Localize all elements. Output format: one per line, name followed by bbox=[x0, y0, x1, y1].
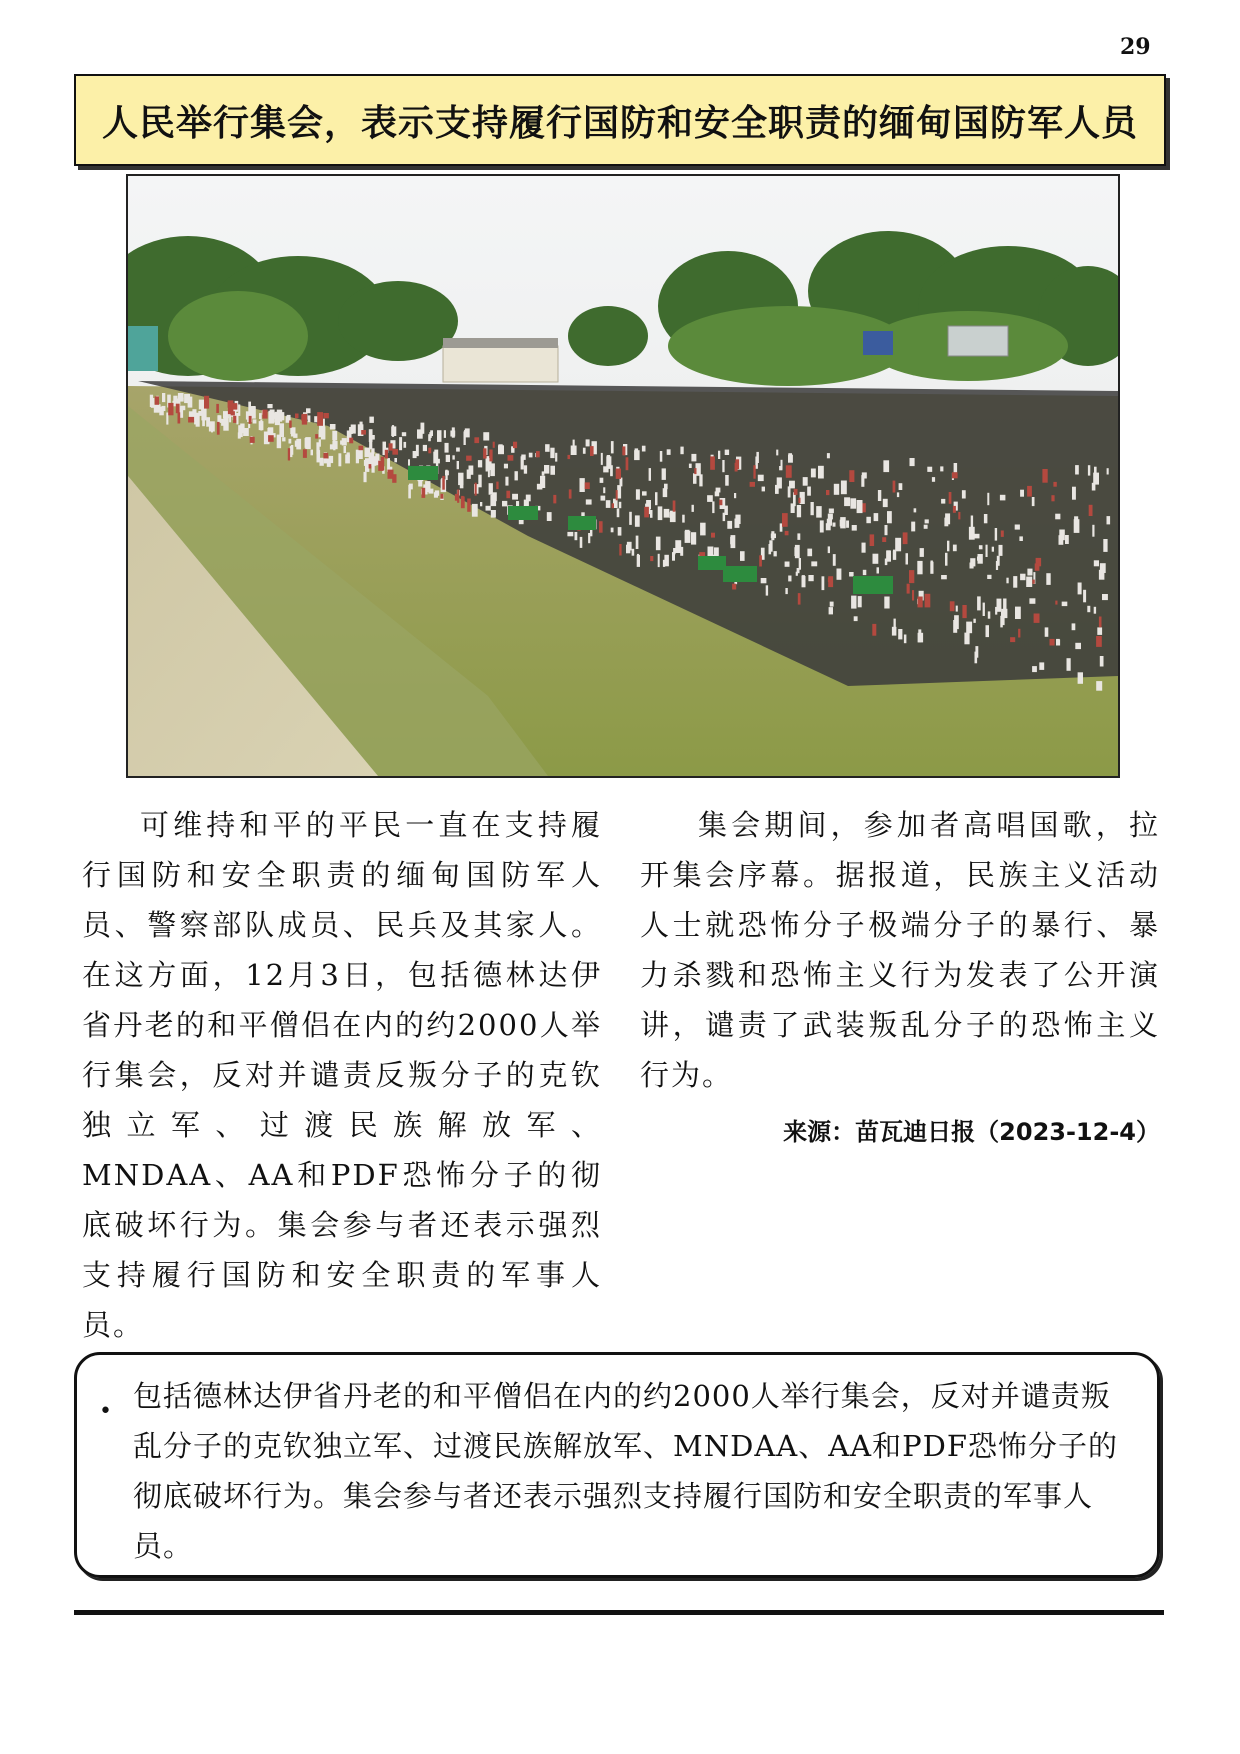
footer-rule bbox=[74, 1610, 1164, 1615]
page-title: 人民举行集会，表示支持履行国防和安全职责的缅甸国防军人员 bbox=[74, 74, 1166, 166]
page-number: 29 bbox=[1120, 34, 1151, 60]
article-left-paragraph: 可维持和平的平民一直在支持履行国防和安全职责的缅甸国防军人员、警察部队成员、民兵及其家人。在这方面，12月3日，包括德林达伊省丹老的和平僧侣在内的约2000人举行集会，反对并谴责反叛分子的克钦独立军、过渡民族解放军、MNDAA、AA和PDF恐怖分子的彻底破坏行为。集会参与者还表示强烈支持履行国防和安全职责的军事人员。 bbox=[82, 808, 602, 1342]
bullet-icon: • bbox=[99, 1399, 112, 1424]
source-citation: 来源：苗瓦迪日报（2023-12-4） bbox=[783, 1118, 1160, 1146]
article-right-paragraph: 集会期间，参加者高唱国歌，拉开集会序幕。据报道，民族主义活动人士就恐怖分子极端分子的暴行、暴力杀戮和恐怖主义行为发表了公开演讲，谴责了武装叛乱分子的恐怖主义行为。 bbox=[640, 808, 1160, 1092]
summary-box bbox=[74, 1352, 1160, 1578]
rally-photo bbox=[126, 174, 1120, 778]
summary-text: 包括德林达伊省丹老的和平僧侣在内的约2000人举行集会，反对并谴责叛乱分子的克钦独立军、过渡民族解放军、MNDAA、AA和PDF恐怖分子的彻底破坏行为。集会参与者还表示强烈支持履行国防和安全职责的军事人员。 bbox=[133, 1379, 1118, 1563]
